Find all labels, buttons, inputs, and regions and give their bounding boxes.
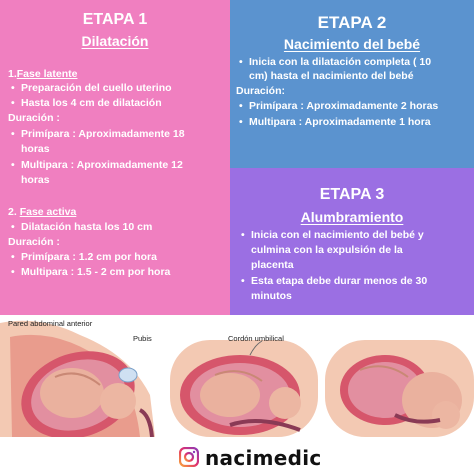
fase-activa-label: Fase activa [19,206,77,218]
illustration-afterbirth [325,340,474,437]
stage-2-panel [230,0,474,168]
fase-latente-heading [8,67,77,81]
fase-activa-primipara: • Primípara : 1.2 cm por hora [21,250,157,264]
stage-3-bullet-2-cont: minutos [251,290,292,302]
brand-name[interactable]: nacimedic [205,446,322,470]
label-pared-abdominal: Pared abdominal anterior [8,319,93,328]
stage-2-primipara: • Primípara : Aproximadamente 2 horas [249,99,438,113]
fase-latente-primipara: • Primípara : Aproximadamente 18 [21,127,185,141]
fase-latente-primipara-cont: horas [21,143,50,155]
stage-1-title: ETAPA 1 [82,11,148,28]
fase-activa-multipara: • Multipara : 1.5 - 2 cm por hora [21,265,170,279]
label-cordon-umbilical: Cordón umbilical [228,334,284,343]
stage-2-duracion-label: Duración: [236,85,286,97]
fase-latente-multipara: • Multipara : Aproximadamente 12 [21,158,183,172]
stage-3-bullet-2: • Esta etapa debe durar menos de 30 [251,274,427,288]
fase-latente-number: 1. [8,68,17,80]
stage-3-bullet-1-cont-a: culmina con la expulsión de la [251,244,403,256]
duracion-label-1: Duración : [8,112,60,124]
illustration-dilatation [0,321,155,437]
stage-2-title: ETAPA 2 [317,13,387,32]
instagram-icon[interactable] [179,447,199,467]
stage-2-subtitle: Nacimiento del bebé [283,36,421,52]
fase-latente-label: Fase latente [16,68,78,80]
illustration-delivery [170,340,318,437]
stage-3-title: ETAPA 3 [319,186,385,203]
stage-2-bullet-1-cont: cm) hasta el nacimiento del bebé [249,70,414,82]
fase-activa-number: 2. [8,206,17,218]
stage-1-subtitle: Dilatación [81,33,149,49]
fase-latente-multipara-cont: horas [21,174,50,186]
label-pubis: Pubis [133,334,152,343]
stage-3-panel [230,168,474,315]
birth-illustrations [0,315,474,437]
stage-2-multipara: • Multipara : Aproximadamente 1 hora [249,115,431,129]
fase-latente-bullet-2: • Hasta los 4 cm de dilatación [21,96,162,110]
fase-latente-bullet-1: • Preparación del cuello uterino [21,81,172,95]
fase-activa-heading [8,205,76,219]
stage-3-bullet-1-cont-b: placenta [251,259,294,271]
stage-1-panel [0,0,230,315]
stage-3-bullet-1: • Inicia con el nacimiento del bebé y [251,228,424,242]
duracion-label-2: Duración : [8,236,60,248]
fase-activa-bullet-1: • Dilatación hasta los 10 cm [21,220,152,234]
stage-3-subtitle: Alumbramiento [300,209,404,225]
stage-2-bullet-1: • Inicia con la dilatación completa ( 10 [249,55,431,69]
